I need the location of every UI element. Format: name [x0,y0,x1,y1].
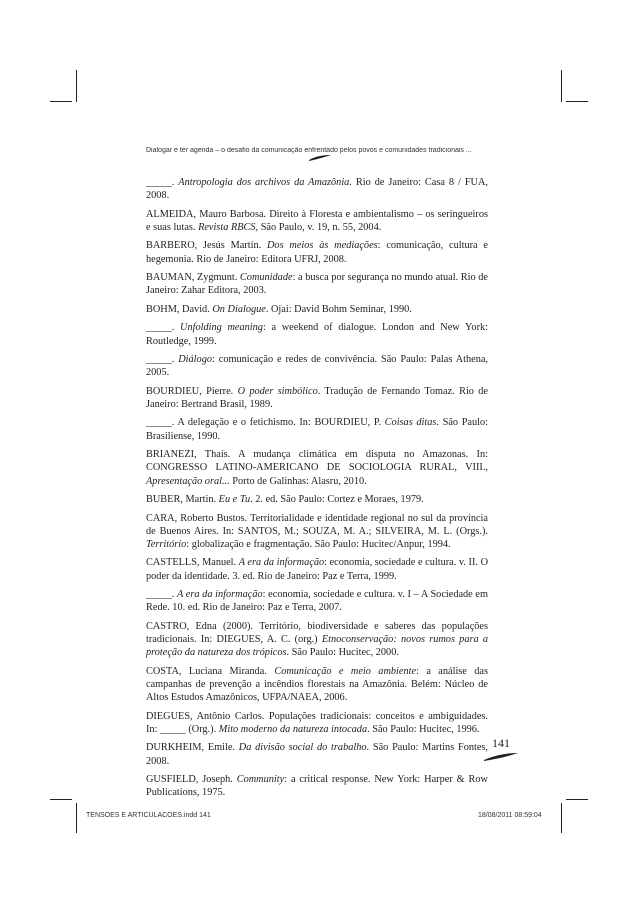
reference-entry [146,512,488,552]
reference-text: . 2. ed. São Paulo: Cortez e Moraes, 1979. [250,494,424,506]
reference-text: : globalização e fragmentação. São Paulo: Hucitec/Anpur, 1994. [186,538,451,550]
reference-title: Comunicação e meio ambiente [274,665,417,677]
reference-entry [146,353,488,379]
reference-text: DURKHEIM, Emile. [146,742,239,754]
reference-text: : a análise das campanhas de prevenção a incêndios florestais na Amazônia. Belém: Núcleo de Altos Estudos Amazônicos, UFPA/NAEA, 2006. [146,665,489,704]
reference-entry [146,303,488,316]
reference-text: : a weekend of dialogue. London and New York: Routledge, 1999. [146,322,489,347]
crop-mark [561,70,562,102]
reference-text: _____. [146,589,177,601]
running-header: Dialogar e ter agenda – o desafio da comunicação enfrentado pelos povos e comunidades tradicionais ... [146,147,472,154]
reference-entry [146,741,488,767]
reference-text: : a critical response. New York: Harper & Row Publications, 1975. [146,774,488,799]
reference-title: Coisas ditas [384,417,437,429]
reference-title: Território [146,538,187,550]
reference-text: . Tradução de Fernando Tomaz. Rio de Janeiro: Bertrand Brasil, 1989. [146,385,488,410]
reference-text: : comunicação e redes de convivência. São Paulo: Palas Athena, 2005. [146,354,488,379]
reference-title: Apresentação oral... [146,475,230,487]
reference-title: Antropologia dos archivos da Amazônia. [178,177,352,188]
reference-text: : a busca por segurança no mundo atual. Rio de Janeiro: Zahar Editora, 2003. [146,272,488,297]
reference-title: Da divisão social do trabalho [238,742,367,754]
reference-text: . Ojai: David Bohm Seminar, 1990. [265,303,412,315]
reference-list [146,176,488,805]
reference-text: GUSFIELD, Joseph. [146,774,237,786]
reference-text: . São Paulo: Brasiliense, 1990. [146,417,489,442]
reference-text: . São Paulo: Hucitec, 2000. [286,647,399,659]
reference-entry [146,493,488,506]
reference-text: CARA, Roberto Bustos. Territorialidade e identidade regional no sul da província de Buenos Aires. In: SANTOS, M.; SOUZA, M. A.; SILVEIRA, M. L. (Orgs.). [146,512,488,537]
reference-text: Rio de Janeiro: Casa 8 / FUA, 2008. [146,177,488,202]
reference-text: _____. [146,177,179,188]
reference-entry [146,239,488,265]
reference-title: On Dialogue [212,303,266,315]
footer-file-name: TENSOES E ARTICULACOES.indd 141 [86,812,211,819]
page-number-swoosh-ornament [483,752,519,762]
reference-text: : economia, sociedade e cultura. v. II. O poder da identidade. 3. ed. Rio de Janeiro: Paz e Terra, 1999. [146,557,489,582]
reference-text: BOURDIEU, Pierre. [146,385,238,397]
reference-title: Unfolding meaning [180,322,263,334]
reference-title: O poder simbólico [237,385,318,397]
reference-entry [146,321,488,347]
reference-entry [146,620,488,660]
reference-entry [146,208,488,234]
crop-mark [566,101,588,102]
page-number: 141 [492,736,510,750]
reference-title: Eu e Tu [218,494,251,506]
reference-entry [146,556,488,582]
reference-title: Comunidade [239,272,293,284]
reference-text: _____. A delegação e o fetichismo. In: BOURDIEU, P. [146,417,385,429]
reference-text: : comunicação, cultura e hegemonia. Rio de Janeiro: Editora UFRJ, 2008. [146,240,488,265]
reference-text: DIEGUES, Antônio Carlos. Populações tradicionais: conceitos e ambiguidades. In: _____ (Org.). [146,710,488,735]
crop-mark [561,803,562,833]
reference-text: BAUMAN, Zygmunt. [146,272,240,284]
reference-text: BRIANEZI, Thaís. A mudança climática em disputa no Amazonas. In: CONGRESSO LATINO-AMERICANO DE SOCIOLOGIA RURAL, VIII., [146,449,488,474]
reference-title: Etnoconservação: novos rumos para a proteção da natureza dos trópicos [146,634,489,659]
reference-text: CASTELLS, Manuel. [146,557,239,569]
reference-text: . São Paulo: Martins Fontes, 2008. [146,742,488,767]
reference-text: COSTA, Luciana Miranda. [146,665,275,677]
header-swoosh-ornament [308,154,332,162]
crop-mark [50,101,72,102]
reference-text: BARBERO, Jesús Martín. [146,240,267,252]
reference-text: São Paulo, v. 19, n. 55, 2004. [258,221,382,233]
reference-text: CASTRO, Edna (2000). Território, biodiversidade e saberes das populações tradicionais. In: DIEGUES, A. C. (org.) [146,620,488,646]
reference-title: Community [236,774,285,786]
reference-title: Revista RBCS, [198,221,259,233]
reference-text: BOHM, David. [146,303,213,315]
reference-entry [146,176,488,202]
reference-entry [146,385,488,411]
reference-text: ALMEIDA, Mauro Barbosa. Direito à Floresta e ambientalismo – os seringueiros e suas lutas. [146,208,488,233]
reference-title: A era da informação [177,589,263,601]
reference-title: A era da informação [238,557,325,569]
reference-entry [146,773,488,799]
reference-title: Dos meios às mediações [266,240,378,252]
reference-text: . São Paulo: Hucitec, 1996. [367,723,480,735]
reference-entry [146,271,488,297]
footer-timestamp: 18/08/2011 08:59:04 [478,812,542,819]
crop-mark [76,70,77,102]
reference-entry [146,665,488,705]
reference-text: Porto de Galinhas: Alasru, 2010. [229,475,367,487]
reference-text: BUBER, Martin. [146,494,219,506]
crop-mark [50,799,72,800]
crop-mark [76,803,77,833]
reference-text: : economia, sociedade e cultura. v. I – A Sociedade em Rede. 10. ed. Rio de Janeiro: Paz e Terra, 2007. [146,589,489,614]
reference-title: Diálogo [178,354,212,366]
reference-entry [146,416,488,442]
crop-mark [566,799,588,800]
reference-entry [146,448,488,488]
reference-entry [146,710,488,736]
reference-title: Mito moderno da natureza intocada [218,723,368,735]
reference-text: _____. [146,322,181,334]
reference-entry [146,588,488,614]
reference-text: _____. [146,354,179,366]
